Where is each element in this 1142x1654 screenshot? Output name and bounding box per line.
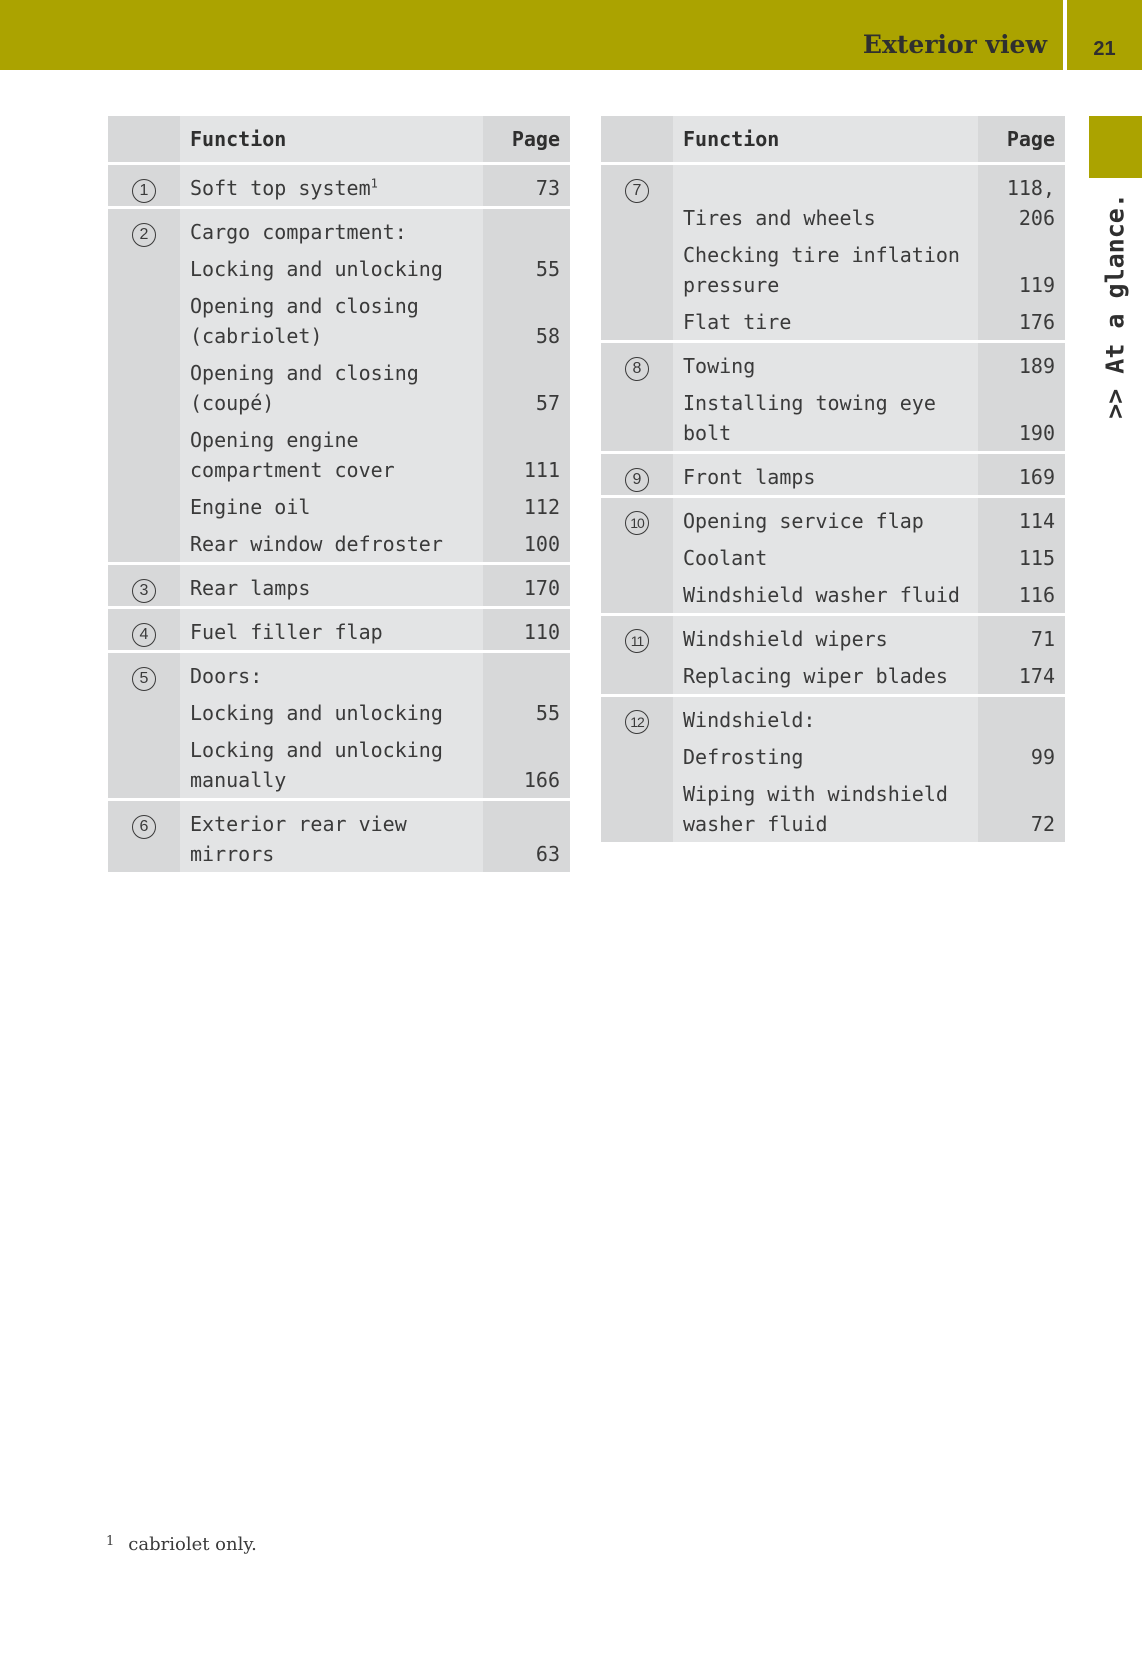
- function-cell: [673, 342, 978, 385]
- function-cell: [180, 354, 483, 421]
- callout-number-cell: [601, 342, 673, 453]
- page-number-box: [1067, 0, 1142, 70]
- function-label: Rear lamps: [190, 576, 311, 600]
- reference-table-left-body: [108, 164, 570, 873]
- footnote: [106, 1534, 257, 1555]
- page-reference: 63: [483, 800, 570, 873]
- page-reference: 169: [978, 453, 1065, 497]
- function-cell: [673, 303, 978, 342]
- page-number: 21: [1093, 38, 1116, 60]
- callout-number-cell: [601, 164, 673, 342]
- section-tab-marker: [1089, 116, 1142, 178]
- callout-number-cell: [108, 564, 180, 608]
- page-reference: 112: [483, 488, 570, 525]
- function-label: Exterior rear view mirrors: [190, 812, 407, 866]
- callout-number-icon: 8: [625, 357, 649, 381]
- function-label: Rear window defroster: [190, 532, 443, 556]
- callout-number-icon: 2: [132, 223, 156, 247]
- footnote-text: cabriolet only.: [128, 1534, 257, 1555]
- page-reference: [978, 696, 1065, 739]
- page-reference: 176: [978, 303, 1065, 342]
- function-cell: [180, 287, 483, 354]
- callout-number-cell: [108, 608, 180, 652]
- function-label: Installing towing eye bolt: [683, 391, 936, 445]
- page-reference: 174: [978, 657, 1065, 696]
- page-reference: 116: [978, 576, 1065, 615]
- function-cell: [180, 800, 483, 873]
- page-reference: 110: [483, 608, 570, 652]
- page-reference: [483, 208, 570, 251]
- function-cell: [673, 775, 978, 842]
- table-row: [108, 800, 570, 873]
- callout-number-icon: 10: [625, 511, 649, 535]
- function-label: Coolant: [683, 546, 768, 570]
- table-row: [601, 453, 1065, 497]
- table-row: [108, 208, 570, 251]
- function-cell: [180, 608, 483, 652]
- function-label: Front lamps: [683, 465, 816, 489]
- function-cell: [673, 576, 978, 615]
- section-tab-text: >> At a glance.: [1100, 193, 1130, 419]
- function-cell: [180, 164, 483, 208]
- page-reference: 100: [483, 525, 570, 564]
- function-label: Windshield washer fluid: [683, 583, 960, 607]
- function-label: Wiping with windshield washer fluid: [683, 782, 948, 836]
- table-row: [108, 564, 570, 608]
- page-reference: 115: [978, 539, 1065, 576]
- callout-number-cell: [108, 800, 180, 873]
- function-label: Doors:: [190, 664, 263, 688]
- footnote-reference: 1: [370, 176, 378, 191]
- function-label: Opening engine compartment cover: [190, 428, 395, 482]
- callout-number-cell: [108, 652, 180, 800]
- table-row: [601, 696, 1065, 739]
- callout-number-icon: 6: [132, 815, 156, 839]
- page-reference: 170: [483, 564, 570, 608]
- page-reference: 57: [483, 354, 570, 421]
- function-cell: [180, 564, 483, 608]
- callout-number-cell: [601, 497, 673, 615]
- function-cell: [673, 615, 978, 658]
- function-label: Opening and closing (coupé): [190, 361, 419, 415]
- function-label: Tires and wheels: [683, 206, 876, 230]
- page-reference: 114: [978, 497, 1065, 540]
- function-cell: [180, 731, 483, 800]
- table-row: [108, 608, 570, 652]
- function-cell: [673, 696, 978, 739]
- callout-number-cell: [108, 208, 180, 564]
- page-title: Exterior view: [862, 30, 1047, 59]
- function-label: Soft top system: [190, 176, 371, 200]
- function-cell: [180, 525, 483, 564]
- page-reference: [483, 652, 570, 695]
- table-row: [601, 164, 1065, 237]
- section-tab-label: [1092, 193, 1138, 419]
- callout-number-icon: 12: [625, 710, 649, 734]
- page-reference: 55: [483, 250, 570, 287]
- callout-number-icon: 11: [625, 629, 649, 653]
- header-bar: [0, 0, 1063, 70]
- function-cell: [180, 250, 483, 287]
- page-reference: 119: [978, 236, 1065, 303]
- page-reference: 111: [483, 421, 570, 488]
- function-cell: [673, 453, 978, 497]
- function-label: Opening and closing (cabriolet): [190, 294, 419, 348]
- callout-number-icon: 7: [625, 179, 649, 203]
- callout-number-cell: [601, 453, 673, 497]
- table-row: [601, 497, 1065, 540]
- function-label: Flat tire: [683, 310, 792, 334]
- function-cell: [180, 421, 483, 488]
- page-reference: 55: [483, 694, 570, 731]
- function-cell: [673, 657, 978, 696]
- table-row: [601, 342, 1065, 385]
- table-row: [108, 164, 570, 208]
- function-cell: [673, 539, 978, 576]
- function-cell: [673, 164, 978, 237]
- header-number-cell: [601, 116, 673, 164]
- callout-number-cell: [601, 615, 673, 696]
- page-reference: 72: [978, 775, 1065, 842]
- function-label: Replacing wiper blades: [683, 664, 948, 688]
- page-reference: 73: [483, 164, 570, 208]
- header-page: Page: [483, 116, 570, 164]
- function-label: Opening service flap: [683, 509, 924, 533]
- callout-number-icon: 3: [132, 579, 156, 603]
- page-reference: 99: [978, 738, 1065, 775]
- callout-number-icon: 5: [132, 667, 156, 691]
- page-reference: 189: [978, 342, 1065, 385]
- function-cell: [673, 497, 978, 540]
- callout-number-icon: 1: [132, 179, 156, 203]
- callout-number-icon: 4: [132, 623, 156, 647]
- function-cell: [673, 384, 978, 453]
- function-label: Locking and unlocking: [190, 257, 443, 281]
- callout-number-cell: [108, 164, 180, 208]
- function-cell: [673, 236, 978, 303]
- header-number-cell: [108, 116, 180, 164]
- function-cell: [180, 652, 483, 695]
- callout-number-cell: [601, 696, 673, 843]
- table-row: [108, 652, 570, 695]
- function-label: Towing: [683, 354, 756, 378]
- table-row: [601, 615, 1065, 658]
- function-label: Locking and unlocking manually: [190, 738, 443, 792]
- page-reference: 58: [483, 287, 570, 354]
- page-reference: 118, 206: [978, 164, 1065, 237]
- reference-table-right: [601, 116, 1065, 842]
- header-page: Page: [978, 116, 1065, 164]
- reference-table-right-body: [601, 164, 1065, 843]
- function-label: Fuel filler flap: [190, 620, 383, 644]
- function-cell: [180, 488, 483, 525]
- function-cell: [180, 694, 483, 731]
- function-cell: [673, 738, 978, 775]
- function-cell: [180, 208, 483, 251]
- function-label: Locking and unlocking: [190, 701, 443, 725]
- header-function: Function: [180, 116, 483, 164]
- page-reference: 71: [978, 615, 1065, 658]
- header-function: Function: [673, 116, 978, 164]
- function-label: Engine oil: [190, 495, 311, 519]
- function-label: Cargo compartment:: [190, 220, 407, 244]
- callout-number-icon: 9: [625, 468, 649, 492]
- function-label: Windshield:: [683, 708, 816, 732]
- function-label: Checking tire inflation pressure: [683, 243, 960, 297]
- reference-table-left: [108, 116, 570, 872]
- function-label: Defrosting: [683, 745, 804, 769]
- page-reference: 190: [978, 384, 1065, 453]
- page-reference: 166: [483, 731, 570, 800]
- footnote-mark: 1: [106, 1534, 115, 1549]
- function-label: Windshield wipers: [683, 627, 888, 651]
